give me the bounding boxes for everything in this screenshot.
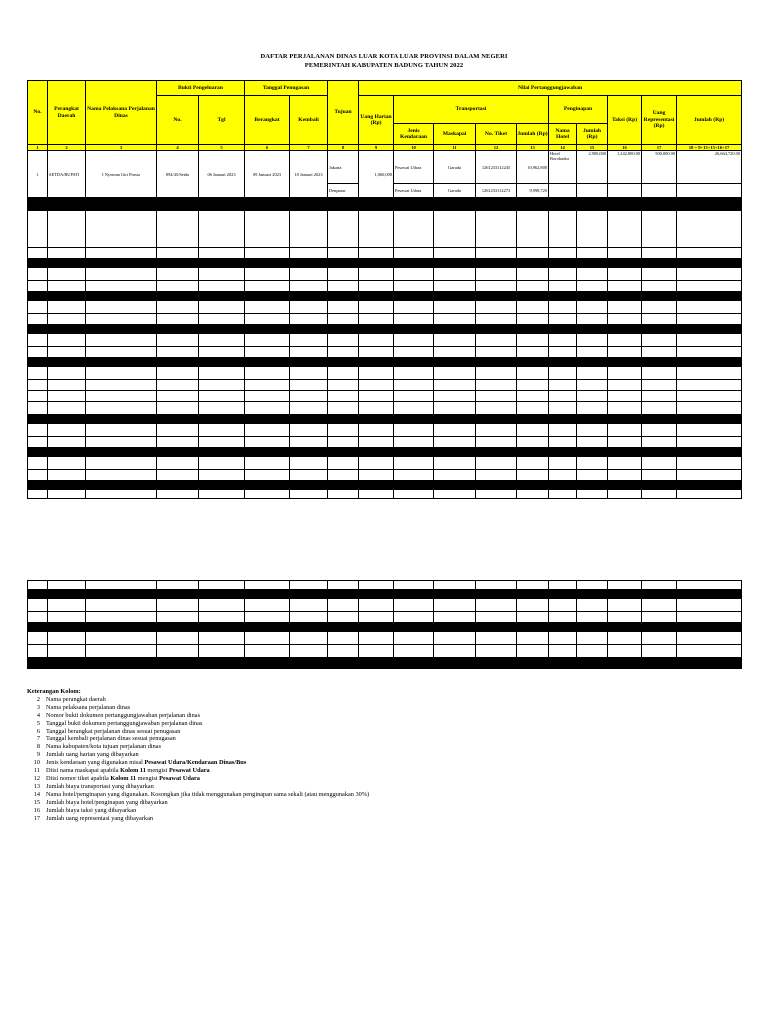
header-bukti-tgl: Tgl bbox=[199, 96, 245, 145]
table-separator bbox=[28, 658, 742, 669]
cell-nama: I Nyoman Giri Prasta bbox=[86, 151, 157, 198]
table-row bbox=[28, 470, 742, 481]
cell-jumlah-transport: 10,962,800 bbox=[517, 151, 549, 184]
header-jumlah-transport: Jumlah (Rp) bbox=[517, 124, 549, 145]
cell-tiket: 1261233112273 bbox=[476, 184, 517, 198]
header-nilai: Nilai Pertanggungjawaban bbox=[359, 81, 742, 96]
table-row bbox=[28, 334, 742, 347]
cell-tiket: 1261233112245 bbox=[476, 151, 517, 184]
legend-text: Jenis kendaraan yang digunakan misal Pesawat Udara/Kendaraan Dinas/Bus bbox=[46, 759, 247, 767]
legend-text: Jumlah biaya taksi yang dibayarkan bbox=[46, 806, 137, 814]
col-num: 13 bbox=[517, 145, 549, 151]
legend-text: Jumlah biaya transportasi yang dibayarkan bbox=[46, 782, 154, 790]
cell-maskapai: Garuda bbox=[434, 184, 476, 198]
legend-item bbox=[27, 743, 369, 751]
legend-number: 5 bbox=[36, 719, 40, 727]
legend-number: 7 bbox=[36, 735, 40, 743]
col-num: 7 bbox=[290, 145, 328, 151]
legend-item bbox=[27, 704, 369, 712]
table-row bbox=[28, 457, 742, 470]
col-num: 4 bbox=[157, 145, 199, 151]
report-subtitle: PEMERINTAH KABUPATEN BADUNG TAHUN 2022 bbox=[304, 62, 464, 69]
report-title: DAFTAR PERJALANAN DINAS LUAR KOTA LUAR PROVINSI DALAM NEGERI bbox=[260, 53, 508, 60]
table-row bbox=[28, 612, 742, 623]
legend-item bbox=[27, 720, 369, 728]
col-num: 2 bbox=[48, 145, 86, 151]
header-tanggal: Tanggal Penugasan bbox=[245, 81, 328, 96]
table-row bbox=[28, 151, 742, 184]
header-bukti: Bukti Pengeluaran bbox=[157, 81, 245, 96]
cell-perangkat: SETDA/BUPATI bbox=[48, 151, 86, 198]
legend-number: 6 bbox=[36, 727, 40, 735]
legend-text: Jumlah biaya hotel/penginapan yang dibayarkan bbox=[46, 798, 168, 806]
table-separator bbox=[28, 448, 742, 457]
table-row bbox=[28, 599, 742, 612]
header-jenis: Jenis Kendaraan bbox=[394, 124, 434, 145]
header-uang-harian: Uang Harian (Rp) bbox=[359, 96, 394, 145]
table-row bbox=[28, 314, 742, 325]
table-row bbox=[28, 380, 742, 391]
legend-number: 15 bbox=[33, 798, 40, 806]
legend-text: Nama kabupaten/kota tujuan perjalanan dinas bbox=[46, 743, 162, 751]
legend-text: Jumlah uang harian yang dibayarkan bbox=[46, 751, 139, 759]
cell-berangkat: 09 Januari 2023 bbox=[245, 151, 290, 198]
header-transportasi: Transportasi bbox=[394, 96, 549, 124]
cell-jenis: Pesawat Udara bbox=[394, 184, 434, 198]
table-separator bbox=[28, 325, 742, 334]
legend-item bbox=[27, 759, 369, 767]
cell-total: 26,664,720.00 bbox=[677, 151, 742, 184]
legend-title: Keterangan Kolom: bbox=[27, 688, 81, 695]
legend-item bbox=[27, 791, 369, 799]
legend-number: 9 bbox=[36, 751, 40, 759]
legend-item bbox=[27, 728, 369, 736]
cell-representasi: 500,000.00 bbox=[642, 151, 677, 184]
legend-text: Jumlah uang representasi yang dibayarkan bbox=[46, 814, 154, 822]
header-maskapai: Maskapai bbox=[434, 124, 476, 145]
table-row bbox=[28, 581, 742, 590]
table-row bbox=[28, 391, 742, 402]
table-row bbox=[28, 211, 742, 248]
header-kembali: Kembali bbox=[290, 96, 328, 145]
table-row bbox=[28, 402, 742, 415]
legend-item bbox=[27, 751, 369, 759]
cell-kembali: 10 Januari 2023 bbox=[290, 151, 328, 198]
table-row bbox=[28, 248, 742, 259]
cell-bukti-no: 894/45/Setda bbox=[157, 151, 199, 198]
legend-number: 4 bbox=[36, 711, 40, 719]
header-no: No. bbox=[28, 81, 48, 145]
table-separator bbox=[28, 259, 742, 268]
header-penginapan: Penginapan bbox=[549, 96, 608, 124]
legend-item bbox=[27, 807, 369, 815]
legend-number: 10 bbox=[33, 759, 40, 767]
column-legend bbox=[27, 688, 369, 822]
legend-number: 8 bbox=[36, 743, 40, 751]
header-no-tiket: No. Tiket bbox=[476, 124, 517, 145]
col-num: 8 bbox=[328, 145, 359, 151]
legend-text: Diisi nama maskapai apabila Kolom 11 mengisi Pesawat Udara bbox=[46, 767, 210, 775]
col-num: 10 bbox=[394, 145, 434, 151]
cell-jumlah-transport: 9,998,720 bbox=[517, 184, 549, 198]
header-perangkat: Perangkat Daerah bbox=[48, 81, 86, 145]
cell-uang-harian: 1,060,000 bbox=[359, 151, 394, 198]
legend-item bbox=[27, 735, 369, 743]
cell-hotel: Hotel Borobudur bbox=[549, 151, 577, 184]
legend-item bbox=[27, 712, 369, 720]
legend-number: 11 bbox=[33, 767, 40, 775]
table-separator bbox=[28, 623, 742, 632]
table-row bbox=[28, 347, 742, 358]
table-row bbox=[28, 301, 742, 314]
legend-item bbox=[27, 815, 369, 823]
col-num: 11 bbox=[434, 145, 476, 151]
table-row bbox=[28, 437, 742, 448]
legend-text: Nomor bukti dokumen pertanggungjawaban perjalanan dinas bbox=[46, 711, 201, 719]
col-num: 1 bbox=[28, 145, 48, 151]
header-berangkat: Berangkat bbox=[245, 96, 290, 145]
col-num: 9 bbox=[359, 145, 394, 151]
legend-text: Nama hotel/penginapan yang digunakan. Kosongkan jika tidak menggunakan penginapan sama sekali (atau menggunakan 30%) bbox=[46, 790, 370, 798]
table-row bbox=[28, 281, 742, 292]
col-num: 16 bbox=[608, 145, 642, 151]
table-row bbox=[28, 424, 742, 437]
legend-text: Diisi nomor tiket apabila Kolom 11 mengisi Pesawat Udara bbox=[46, 774, 200, 782]
header-nama: Nama Pelaksana Perjalanan Dinas bbox=[86, 81, 157, 145]
legend-item bbox=[27, 775, 369, 783]
legend-text: Tanggal kembali perjalanan dinas sesuai penugasan bbox=[46, 735, 176, 743]
cell-no: 1 bbox=[28, 151, 48, 198]
cell-taksi: 1,242,800.00 bbox=[608, 151, 642, 184]
header-bukti-no: No. bbox=[157, 96, 199, 145]
table-row bbox=[28, 367, 742, 380]
legend-item bbox=[27, 799, 369, 807]
header-representasi: Uang Representasi (Rp) bbox=[642, 96, 677, 145]
legend-number: 14 bbox=[33, 790, 40, 798]
cell-maskapai: Garuda bbox=[434, 151, 476, 184]
header-tujuan: Tujuan bbox=[328, 81, 359, 145]
col-num: 5 bbox=[199, 145, 245, 151]
col-num: 14 bbox=[549, 145, 577, 151]
legend-text: Tanggal berangkat perjalanan dinas sesuai penugasan bbox=[46, 727, 181, 735]
cell-bukti-tgl: 06 Januari 2023 bbox=[199, 151, 245, 198]
legend-item bbox=[27, 783, 369, 791]
col-num: 18 = 9+13+15+16+17 bbox=[677, 145, 742, 151]
legend-number: 13 bbox=[33, 782, 40, 790]
table-row bbox=[28, 268, 742, 281]
table-separator bbox=[28, 415, 742, 424]
cell-tujuan: Jakarta bbox=[328, 151, 359, 184]
header-jumlah-penginapan: Jumlah (Rp) bbox=[577, 124, 608, 145]
table-separator bbox=[28, 198, 742, 211]
col-num: 17 bbox=[642, 145, 677, 151]
travel-table bbox=[27, 80, 742, 669]
table-separator bbox=[28, 590, 742, 599]
col-num: 15 bbox=[577, 145, 608, 151]
legend-text: Tanggal bukti dokumen pertanggungjawaban perjalanan dinas bbox=[46, 719, 203, 727]
table-row bbox=[28, 490, 742, 499]
legend-number: 12 bbox=[33, 774, 40, 782]
header-taksi: Taksi (Rp) bbox=[608, 96, 642, 145]
col-num: 6 bbox=[245, 145, 290, 151]
legend-item bbox=[27, 696, 369, 704]
header-nama-hotel: Nama Hotel bbox=[549, 124, 577, 145]
legend-item bbox=[27, 767, 369, 775]
legend-text: Nama pelaksana perjalanan dinas bbox=[46, 703, 131, 711]
legend-number: 2 bbox=[36, 695, 40, 703]
col-num: 12 bbox=[476, 145, 517, 151]
col-num: 3 bbox=[86, 145, 157, 151]
legend-number: 3 bbox=[36, 703, 40, 711]
cell-jumlah-penginapan: 2,900,000 bbox=[577, 151, 608, 184]
header-jumlah-total: Jumlah (Rp) bbox=[677, 96, 742, 145]
table-row bbox=[28, 645, 742, 658]
legend-number: 16 bbox=[33, 806, 40, 814]
cell-tujuan: Denpasar bbox=[328, 184, 359, 198]
table-separator bbox=[28, 481, 742, 490]
table-separator bbox=[28, 292, 742, 301]
table-row bbox=[28, 632, 742, 645]
table-separator bbox=[28, 358, 742, 367]
legend-number: 17 bbox=[33, 814, 40, 822]
legend-text: Nama perangkat daerah bbox=[46, 695, 106, 703]
cell-jenis: Pesawat Udara bbox=[394, 151, 434, 184]
